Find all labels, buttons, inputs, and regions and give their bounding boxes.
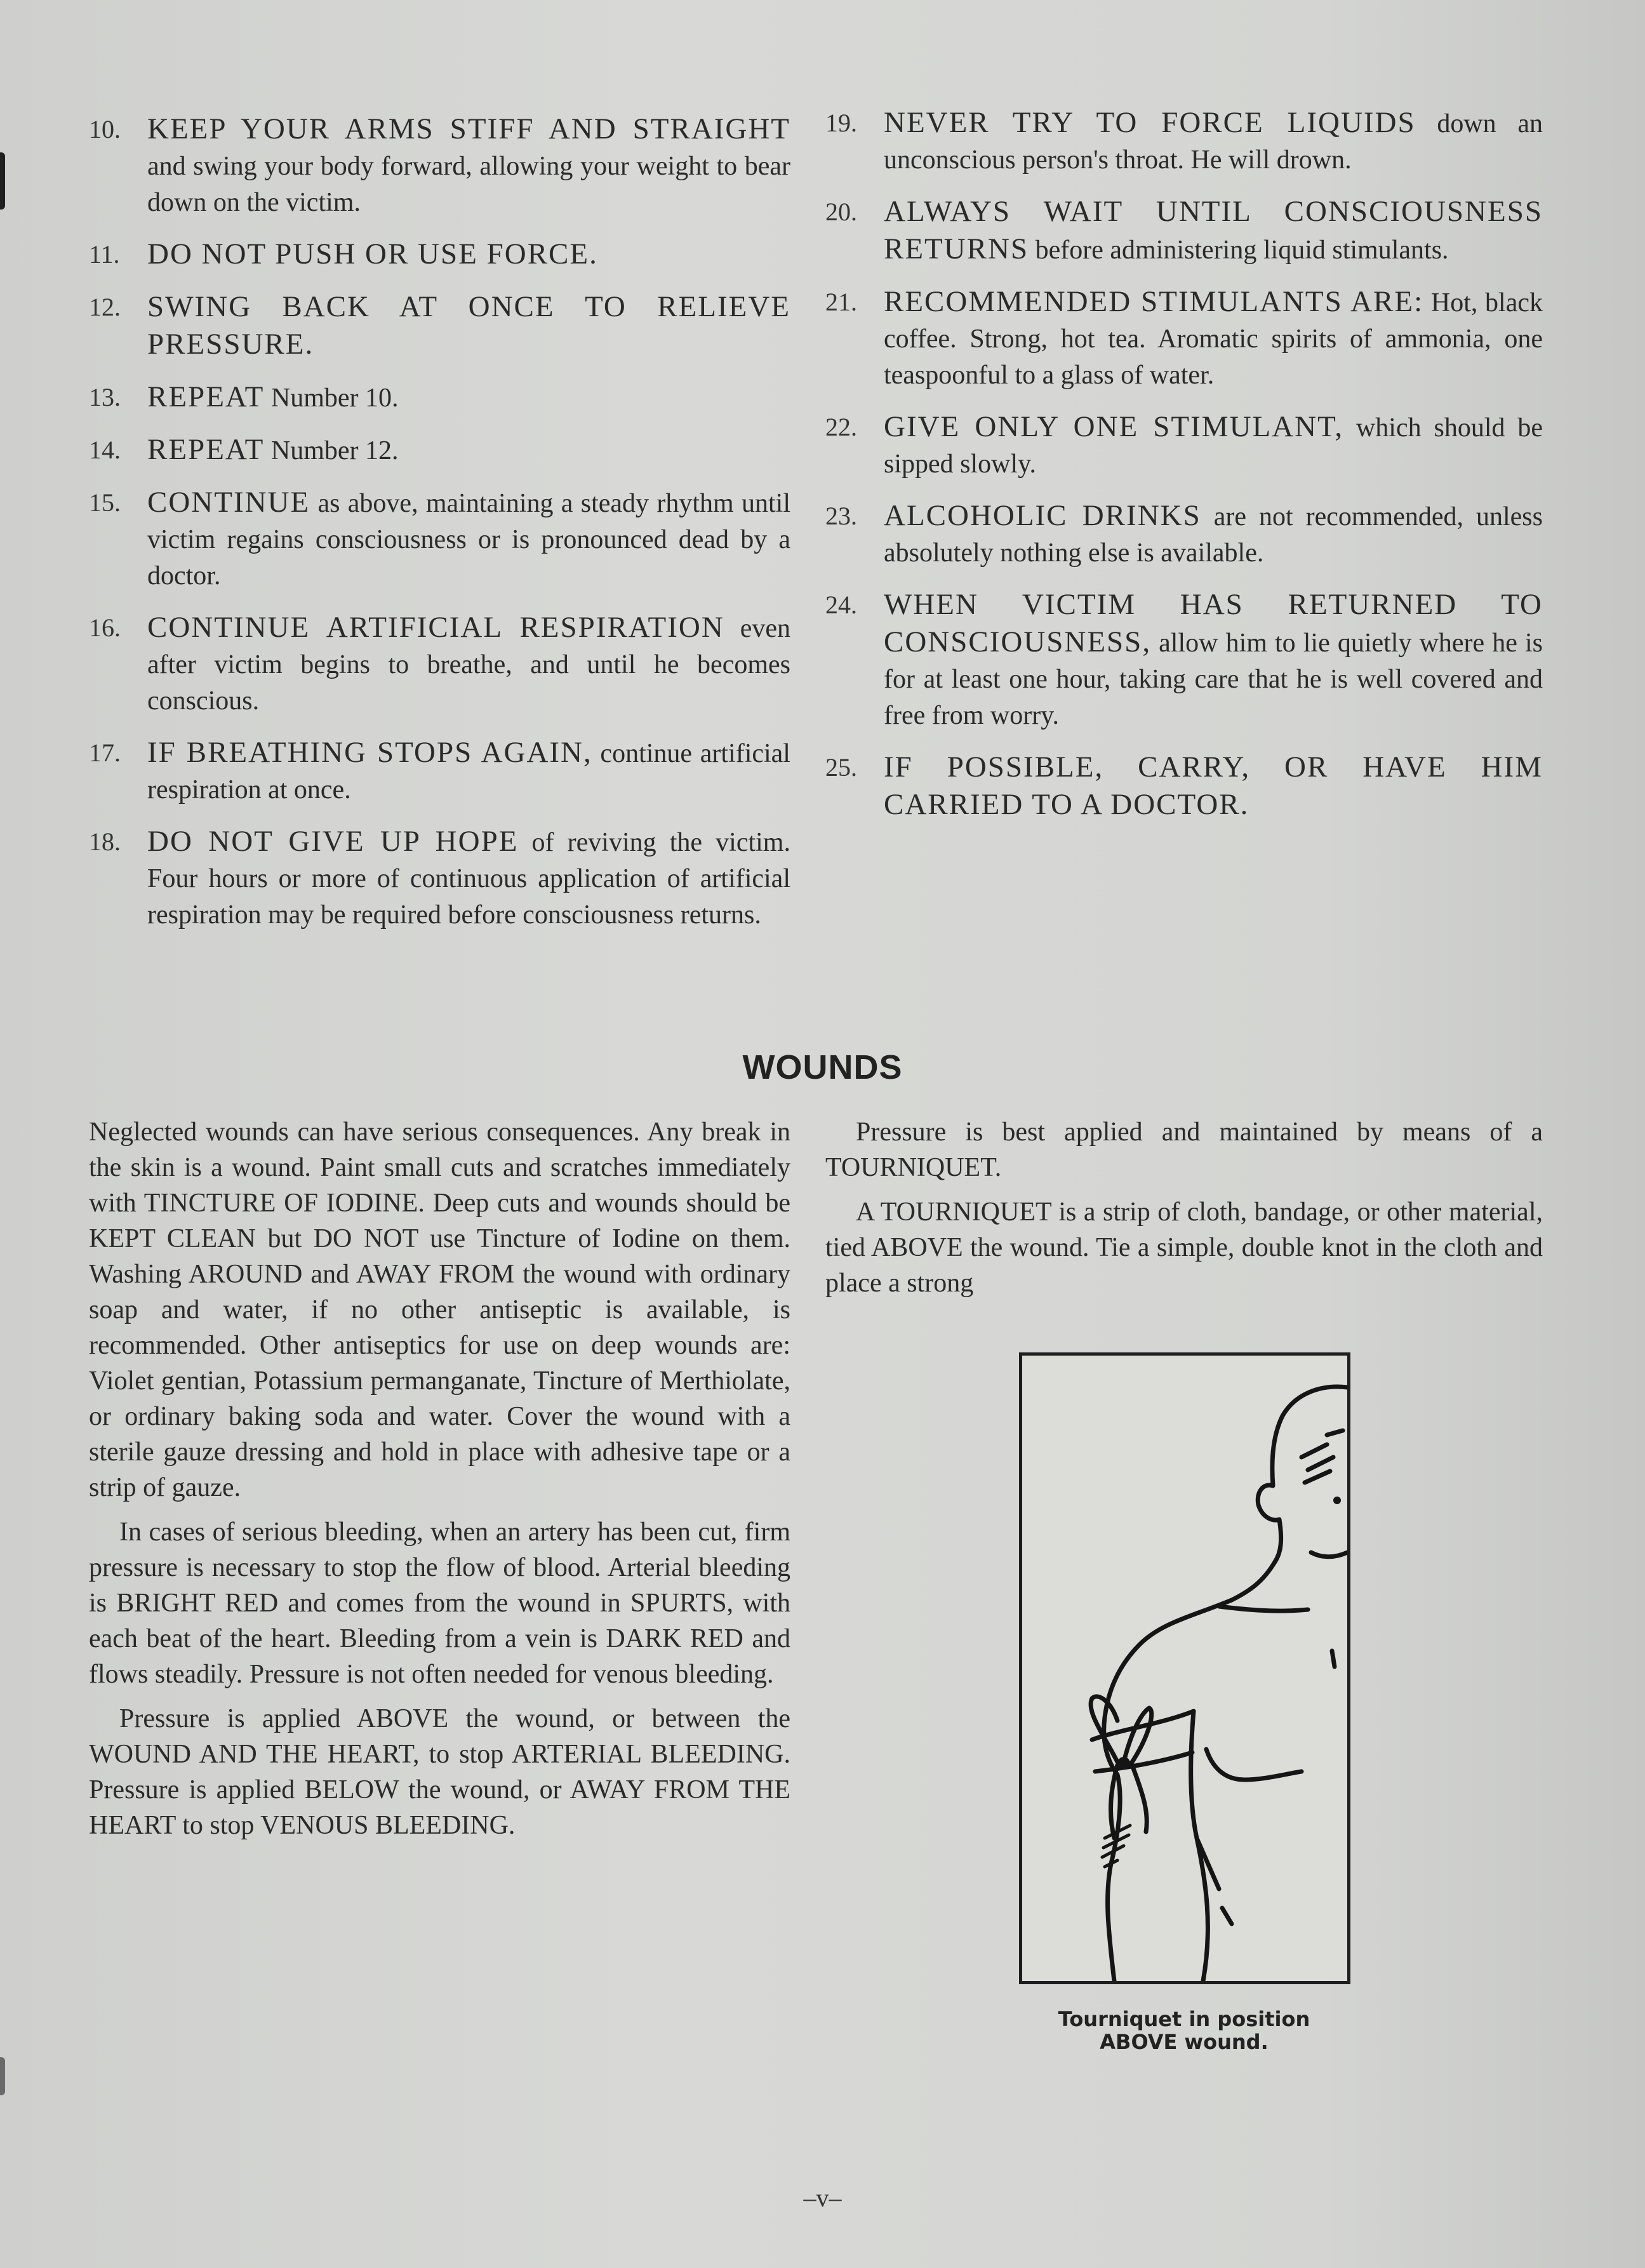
instruction-lead: ALCOHOLIC DRINKS [884,499,1201,532]
wounds-paragraph: Pressure is best applied and maintained by means of a TOURNIQUET. [825,1117,1543,1182]
caption-line: Tourniquet in position [1058,2007,1310,2031]
instruction-detail: Hot, black coffee. Strong, hot tea. Aromatic spirits of ammonia, one teaspoonful to a glass of water. [884,288,1543,390]
instruction-text [147,432,790,469]
instruction-lead: RECOMMENDED STIMULANTS ARE: [884,285,1424,318]
instruction-text [147,824,790,933]
binding-mark [0,152,5,210]
numbered-instruction [89,236,790,274]
numbered-instruction [825,498,1543,571]
instruction-number: 14. [89,436,121,464]
instruction-text [884,749,1543,824]
instruction-text [147,379,790,417]
numbered-instruction [89,289,790,364]
tourniquet-illustration [1019,1352,1350,1984]
instruction-detail: continue artificial respiration at once. [147,739,790,804]
instruction-text [147,236,790,274]
wounds-paragraph: Pressure is applied ABOVE the wound, or between the WOUND AND THE HEART, to stop ARTERIAL BLEEDING. Pressure is applied BELOW the wound, or AWAY FROM THE HEART to stop VENOUS BLEEDING. [89,1704,790,1840]
instruction-lead: WHEN VICTIM HAS RETURNED TO CONSCIOUSNESS, [884,588,1543,658]
instruction-lead: ALWAYS WAIT UNTIL CONSCIOUSNESS RETURNS [884,195,1543,265]
instructions-left-column [89,111,790,949]
numbered-instruction [825,587,1543,734]
instruction-detail: Number 12. [264,436,399,465]
instruction-lead: GIVE ONLY ONE STIMULANT, [884,410,1344,443]
instruction-lead: SWING BACK AT ONCE TO RELIEVE PRESSURE. [147,290,790,361]
instruction-detail: and swing your body forward, allowing your weight to bear down on the victim. [147,152,790,217]
instruction-lead: CONTINUE ARTIFICIAL RESPIRATION [147,611,724,644]
instruction-number: 15. [89,488,121,517]
instruction-text [147,289,790,364]
instruction-text [884,284,1543,394]
instruction-text [884,587,1543,734]
instruction-lead: KEEP YOUR ARMS STIFF AND STRAIGHT [147,112,790,145]
instruction-lead: CONTINUE [147,486,310,519]
numbered-instruction [89,610,790,719]
instruction-detail: are not recommended, unless absolutely nothing else is available. [884,502,1543,568]
numbered-instruction [89,484,790,594]
instruction-lead: IF BREATHING STOPS AGAIN, [147,736,592,769]
numbered-instruction [825,409,1543,483]
wounds-left-column [89,1114,790,1852]
numbered-instruction [89,824,790,933]
instruction-detail: of reviving the victim. Four hours or more of continuous application of artificial respiration may be required before consciousness returns. [147,828,790,930]
numbered-instruction [89,735,790,808]
section-title-wounds: WOUNDS [742,1048,903,1086]
binding-mark [0,2057,5,2095]
numbered-instruction [825,749,1543,824]
instruction-number: 11. [89,240,120,269]
instruction-text [147,111,790,221]
instruction-number: 13. [89,383,121,411]
instructions-right-column [825,105,1543,839]
instruction-text [884,498,1543,571]
instruction-detail: which should be sipped slowly. [884,413,1543,479]
page-number: –v– [803,2184,842,2212]
instruction-lead: NEVER TRY TO FORCE LIQUIDS [884,106,1416,139]
wounds-paragraph: Neglected wounds can have serious consequences. Any break in the skin is a wound. Paint small cuts and scratches immediately with TINCTURE OF IODINE. Deep cuts and wounds should be KEPT CLEAN but DO NOT use Tincture of Iodine on them. Washing AROUND and AWAY FROM the wound with ordinary soap and water, if no other antiseptic is available, is recommended. Other antiseptics for use on deep wounds are: Violet gentian, Potassium permanganate, Tincture of Merthiolate, or ordinary baking soda and water. Cover the wound with a sterile gauze dressing and hold in place with adhesive tape or a strip of gauze. [89,1117,790,1502]
instruction-detail: even after victim begins to breathe, and until he becomes conscious. [147,614,790,716]
instruction-number: 10. [89,115,121,143]
instruction-number: 18. [89,827,121,856]
numbered-instruction [89,111,790,221]
instruction-number: 25. [825,753,857,782]
numbered-instruction [825,194,1543,269]
instruction-lead: DO NOT GIVE UP HOPE [147,825,519,858]
instruction-text [884,409,1543,483]
instruction-number: 12. [89,293,121,321]
instruction-number: 24. [825,590,857,619]
instruction-text [884,105,1543,178]
instruction-number: 19. [825,109,857,137]
instruction-lead: REPEAT [147,433,265,466]
instruction-text [884,194,1543,269]
figure-caption [952,2008,1416,2053]
instruction-text [147,735,790,808]
instruction-number: 16. [89,613,121,642]
instruction-detail: Number 10. [264,384,399,413]
instruction-number: 21. [825,288,857,316]
caption-line: ABOVE wound. [1100,2030,1269,2054]
instruction-lead: REPEAT [147,380,265,413]
instruction-text [147,610,790,719]
wounds-right-column [825,1114,1543,1310]
numbered-instruction [825,284,1543,394]
instruction-lead: DO NOT PUSH OR USE FORCE. [147,237,598,270]
instruction-text [147,484,790,594]
instruction-number: 22. [825,413,857,441]
instruction-number: 23. [825,502,857,530]
instruction-number: 17. [89,738,121,767]
numbered-instruction [89,379,790,417]
tourniquet-drawing [1022,1356,1347,1981]
instruction-detail: as above, maintaining a steady rhythm until victim regains consciousness or is pronounced dead by a doctor. [147,489,790,590]
numbered-instruction [825,105,1543,178]
instruction-detail: before administering liquid stimulants. [1029,236,1449,265]
instruction-detail: down an unconscious person's throat. He will drown. [884,109,1543,175]
instruction-lead: IF POSSIBLE, CARRY, OR HAVE HIM CARRIED TO A DOCTOR. [884,750,1543,821]
instruction-number: 20. [825,197,857,226]
instruction-detail: allow him to lie quietly where he is for at least one hour, taking care that he is well covered and free from worry. [884,629,1543,730]
wounds-paragraph: A TOURNIQUET is a strip of cloth, bandage, or other material, tied ABOVE the wound. Tie a simple, double knot in the cloth and place a strong [825,1197,1543,1298]
numbered-instruction [89,432,790,469]
wounds-paragraph: In cases of serious bleeding, when an artery has been cut, firm pressure is necessary to stop the flow of blood. Arterial bleeding is BRIGHT RED and comes from the wound in SPURTS, with each beat of the heart. Bleeding from a vein is DARK RED and flows steadily. Pressure is not often needed for venous bleeding. [89,1518,790,1689]
